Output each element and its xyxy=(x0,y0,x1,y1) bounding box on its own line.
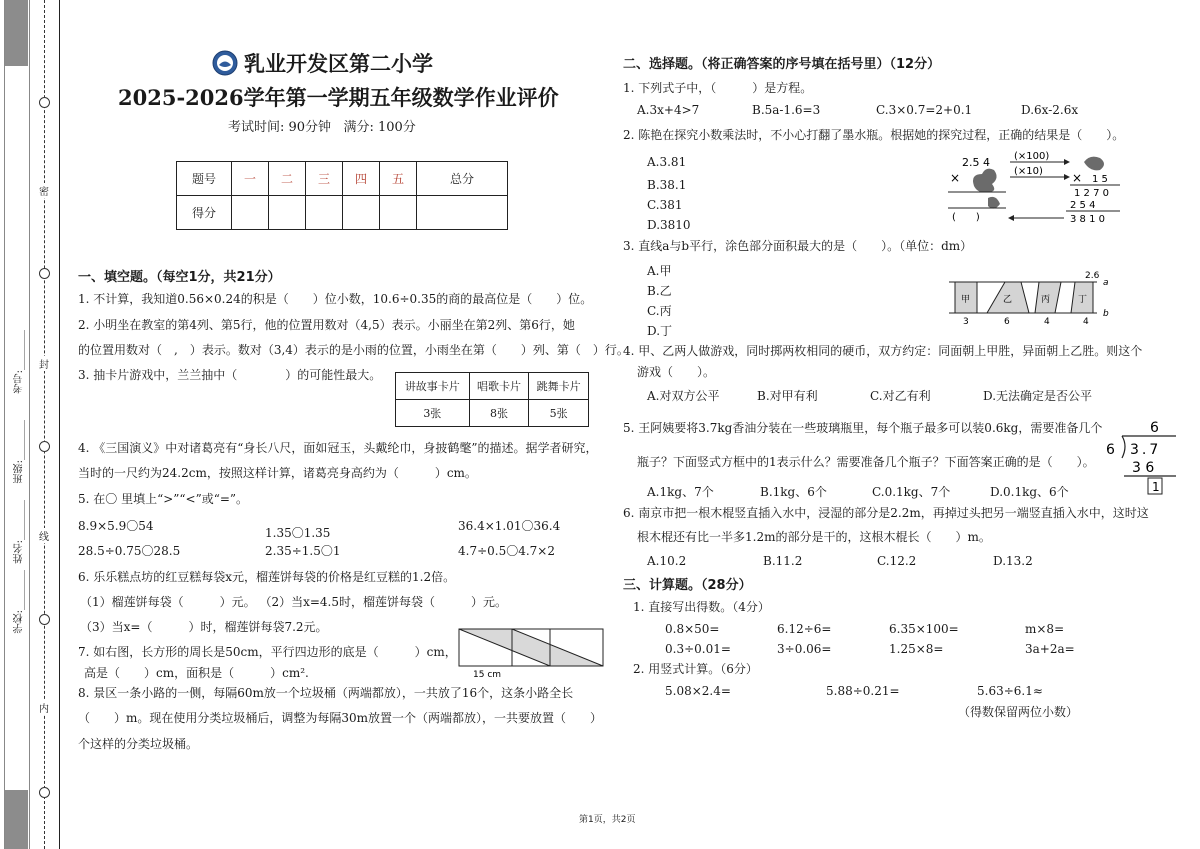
p2-q6-line1: 6. 南京市把一根木棍竖直插入水中，浸湿的部分是2.2m，再掉过头把另一端竖直插入水中，这时这 xyxy=(623,506,1149,520)
compare-item: 4.7÷0.5〇4.7×2 xyxy=(458,544,555,558)
shape-label-jia: 甲 xyxy=(961,295,971,305)
line-b-label: b xyxy=(1103,309,1109,319)
p2-q2-option: C.381 xyxy=(647,198,683,212)
gutter-circle xyxy=(39,97,50,108)
p1-q2-line2: 的位置用数对（ , ）表示。数对（3,4）表示的是小雨的位置，小雨坐在第（ ）列、第（ ）行。 xyxy=(78,343,629,357)
page-footer: 第1页，共2页 xyxy=(579,815,636,825)
card-header: 讲故事卡片 xyxy=(396,373,470,400)
score-table-section: 二 xyxy=(269,162,306,196)
school-name: 乳业开发区第二小学 xyxy=(244,51,433,76)
calc-item: 0.3÷0.01= xyxy=(665,642,731,656)
compare-item: 1.35〇1.35 xyxy=(265,526,331,540)
shape-label-ding: 丁 xyxy=(1078,295,1088,305)
exam-meta: 考试时间: 90分钟 满分: 100分 xyxy=(228,120,416,135)
gutter-school-label: 学校:________ xyxy=(14,570,25,634)
shape-base-label: 4 xyxy=(1083,317,1089,327)
card-count: 5张 xyxy=(529,400,589,427)
p1-q1: 1. 不计算，我知道0.56×0.24的积是（ ）位小数，10.6÷0.35的商的最高位是（ ）位。 xyxy=(78,292,593,306)
ink-blot-right xyxy=(1084,157,1104,171)
p1-q7-line2: 高是（ ）cm，面积是（ ）cm². xyxy=(84,666,309,680)
p2-q4-option: D.无法确定是否公平 xyxy=(983,389,1093,403)
score-table-section: 三 xyxy=(306,162,343,196)
p1-q8-line2: （ ）m。现在使用分类垃圾桶后，调整为每隔30m放置一个（两端都放），一共要放置（ ） xyxy=(78,711,603,725)
score-cell[interactable] xyxy=(232,196,269,230)
p2-q1-option: B.5a-1.6=3 xyxy=(752,103,821,117)
division-divisor: 6 xyxy=(1106,442,1115,458)
compare-item: 36.4×1.01〇36.4 xyxy=(458,519,561,533)
mult-multiplier: 1 5 xyxy=(1092,174,1108,185)
score-table-section: 四 xyxy=(343,162,380,196)
calc-item: 0.8×50= xyxy=(665,622,720,636)
p2-q2-option: D.3810 xyxy=(647,218,691,232)
vertical-calc-item: 5.88÷0.21= xyxy=(826,684,900,698)
p2-q2-option: A.3.81 xyxy=(647,155,687,169)
p2-q4-option: C.对乙有利 xyxy=(870,389,931,403)
p1-q4-line1: 4. 《三国演义》中对诸葛亮有“身长八尺，面如冠玉，头戴纶巾，身披鹤氅”的描述。据学者研究， xyxy=(78,441,598,455)
p2-q5-line1: 5. 王阿姨要将3.7kg香油分装在一些玻璃瓶里，每个瓶子最多可以装0.6kg，需要准备几个 xyxy=(623,421,1103,435)
p1-q2-line1: 2. 小明坐在教室的第4列、第5行，他的位置用数对（4,5）表示。小丽坐在第2列、第6行，她 xyxy=(78,318,575,332)
gutter-exam-no-label: 考号:________ xyxy=(14,330,25,394)
p2-q3-option: B.乙 xyxy=(647,284,672,298)
p2-q6-option: D.13.2 xyxy=(993,554,1033,568)
p2-q1: 1. 下列式子中，（ ）是方程。 xyxy=(623,81,813,95)
p2-q3-option: A.甲 xyxy=(647,264,672,278)
card-table xyxy=(395,372,589,427)
gutter-circle xyxy=(39,441,50,452)
score-table xyxy=(176,161,508,230)
p2-q3-option: C.丙 xyxy=(647,304,672,318)
p1-q8-line3: 个这样的分类垃圾桶。 xyxy=(78,737,199,751)
p2-q1-option: A.3x+4>7 xyxy=(637,103,700,117)
score-table-label: 题号 xyxy=(177,162,232,196)
gutter-circle xyxy=(39,614,50,625)
p1-q7-line1: 7. 如右图，长方形的周长是50cm，平行四边形的底是（ ）cm， xyxy=(78,645,457,659)
exam-title: 2025-2026学年第一学期五年级数学作业评价 xyxy=(118,85,559,110)
p1-q5: 5. 在〇 里填上“>”“<”或“=”。 xyxy=(78,492,249,506)
score-table-section: 五 xyxy=(380,162,417,196)
rect-parallelogram-figure xyxy=(457,626,607,682)
fig-height-label: 2.6 xyxy=(1085,271,1100,281)
mult-times-sign: × xyxy=(950,171,961,185)
calc-item: 6.12÷6= xyxy=(777,622,832,636)
score-table-total: 总分 xyxy=(417,162,508,196)
binding-solid-line xyxy=(59,0,60,849)
p2-q3-option: D.丁 xyxy=(647,324,673,338)
card-header: 唱歌卡片 xyxy=(469,373,529,400)
long-division-figure xyxy=(1104,418,1180,496)
gutter-class-label: 班级:________ xyxy=(14,420,25,484)
p1-q6: 6. 乐乐糕点坊的红豆糕每袋x元，榴莲饼每袋的价格是红豆糕的1.2倍。 xyxy=(78,570,456,584)
score-table-section: 一 xyxy=(232,162,269,196)
seal-char: 线 xyxy=(38,528,50,543)
vertical-calc-item: 5.63÷6.1≈ xyxy=(977,684,1043,698)
school-logo xyxy=(212,50,238,76)
gutter-name-label: 姓名:________ xyxy=(14,500,25,564)
p2-q2-option: B.38.1 xyxy=(647,178,687,192)
p2-q6-option: B.11.2 xyxy=(763,554,803,568)
p2-q5-option: A.1kg、7个 xyxy=(647,485,714,499)
p1-q3: 3. 抽卡片游戏中，兰兰抽中（ ）的可能性最大。 xyxy=(78,368,382,382)
score-cell[interactable] xyxy=(269,196,306,230)
calc-item: m×8= xyxy=(1025,622,1065,636)
p1-q8-line1: 8. 景区一条小路的一侧，每隔60m放一个垃圾桶（两端都放），一共放了16个，这条小路全长 xyxy=(78,686,574,700)
p3-section1: 1. 直接写出得数。（4分） xyxy=(633,600,770,614)
p2-q6-option: A.10.2 xyxy=(647,554,687,568)
part3-title: 三、计算题。（28分） xyxy=(623,578,752,593)
multiplication-figure xyxy=(944,148,1124,228)
p2-q4-line2: 游戏（ ）。 xyxy=(637,365,716,379)
gutter-circle xyxy=(39,268,50,279)
p1-q6-sub3: （3）当x=（ ）时，榴莲饼每袋7.2元。 xyxy=(80,620,328,634)
card-header: 跳舞卡片 xyxy=(529,373,589,400)
shape-label-yi: 乙 xyxy=(1003,295,1013,305)
mult-result: 3 8 1 0 xyxy=(1070,214,1105,225)
figure-length-label: 15 cm xyxy=(473,670,502,680)
division-quotient: 6 xyxy=(1150,420,1159,436)
p2-q5-line2: 瓶子？下面竖式方框中的1表示什么？需要准备几个瓶子？下面答案正确的是（ ）。 xyxy=(637,455,1095,469)
p3-section2: 2. 用竖式计算。（6分） xyxy=(633,662,758,676)
line-a-label: a xyxy=(1103,278,1109,288)
shape-base-label: 6 xyxy=(1004,317,1010,327)
mult-partial-2: 2 5 4 xyxy=(1070,200,1096,211)
part2-title: 二、选择题。（将正确答案的序号填在括号里）（12分） xyxy=(623,57,941,72)
mult-top-number: 2.5 4 xyxy=(962,156,990,169)
part1-title: 一、填空题。（每空1分，共21分） xyxy=(78,270,281,285)
calc-item: 1.25×8= xyxy=(889,642,944,656)
division-dividend: 3.7 xyxy=(1130,442,1162,458)
mult-scale-10: (×10) xyxy=(1014,166,1043,177)
shape-base-label: 4 xyxy=(1044,317,1050,327)
division-remainder: 1 xyxy=(1152,480,1160,494)
mult-partial-1: 1 2 7 0 xyxy=(1074,188,1109,199)
calc-item: 3÷0.06= xyxy=(777,642,832,656)
ink-blot-small xyxy=(988,197,1000,209)
p2-q1-option: D.6x-2.6x xyxy=(1021,103,1079,117)
p1-q6-sub1: （1）榴莲饼每袋（ ）元。 （2）当x=4.5时，榴莲饼每袋（ ）元。 xyxy=(80,595,507,609)
p2-q5-option: B.1kg、6个 xyxy=(760,485,827,499)
ink-blot-left xyxy=(973,169,997,193)
p2-q6-option: C.12.2 xyxy=(877,554,917,568)
score-cell[interactable] xyxy=(306,196,343,230)
score-table-label: 得分 xyxy=(177,196,232,230)
score-cell[interactable] xyxy=(380,196,417,230)
shape-base-label: 3 xyxy=(963,317,969,327)
mult-times-sign-right: × xyxy=(1072,171,1083,185)
parallel-lines-figure xyxy=(947,268,1127,328)
card-count: 3张 xyxy=(396,400,470,427)
seal-char: 密 xyxy=(38,183,50,198)
calc-item: 3a+2a= xyxy=(1025,642,1075,656)
seal-char: 封 xyxy=(38,356,50,371)
shape-label-bing: 丙 xyxy=(1041,295,1051,305)
rounding-note: （得数保留两位小数） xyxy=(958,705,1079,719)
mult-scale-100: (×100) xyxy=(1014,151,1050,162)
gutter-circle xyxy=(39,787,50,798)
seal-char: 内 xyxy=(38,700,50,715)
p2-q6-line2: 根木棍还有比一半多1.2m的部分是干的，这根木棍长（ ）m。 xyxy=(637,530,991,544)
p2-q5-option: D.0.1kg、6个 xyxy=(990,485,1069,499)
mult-answer-blank: ( ) xyxy=(952,212,980,223)
calc-item: 6.35×100= xyxy=(889,622,959,636)
card-count: 8张 xyxy=(469,400,529,427)
compare-item: 8.9×5.9〇54 xyxy=(78,519,154,533)
p2-q4-option: B.对甲有利 xyxy=(757,389,818,403)
score-cell[interactable] xyxy=(417,196,508,230)
p2-q5-option: C.0.1kg、7个 xyxy=(872,485,951,499)
p1-q4-line2: 当时的一尺约为24.2cm，按照这样计算，诸葛亮身高约为（ ）cm。 xyxy=(78,466,477,480)
p2-q4-option: A.对双方公平 xyxy=(647,389,720,403)
compare-item: 28.5÷0.75〇28.5 xyxy=(78,544,181,558)
p2-q2: 2. 陈艳在探究小数乘法时，不小心打翻了墨水瓶。根据她的探究过程，正确的结果是（ ）。 xyxy=(623,128,1125,142)
p2-q1-option: C.3×0.7=2+0.1 xyxy=(876,103,973,117)
score-cell[interactable] xyxy=(343,196,380,230)
division-subtract: 3 6 xyxy=(1132,460,1155,476)
p2-q3: 3. 直线a与b平行，涂色部分面积最大的是（ ）。（单位：dm） xyxy=(623,239,973,253)
p2-q4-line1: 4. 甲、乙两人做游戏，同时掷两枚相同的硬币，双方约定：同面朝上甲胜，异面朝上乙胜。则这个 xyxy=(623,344,1143,358)
compare-item: 2.35÷1.5〇1 xyxy=(265,544,341,558)
seal-dashed-line xyxy=(44,0,45,849)
vertical-calc-item: 5.08×2.4= xyxy=(665,684,731,698)
